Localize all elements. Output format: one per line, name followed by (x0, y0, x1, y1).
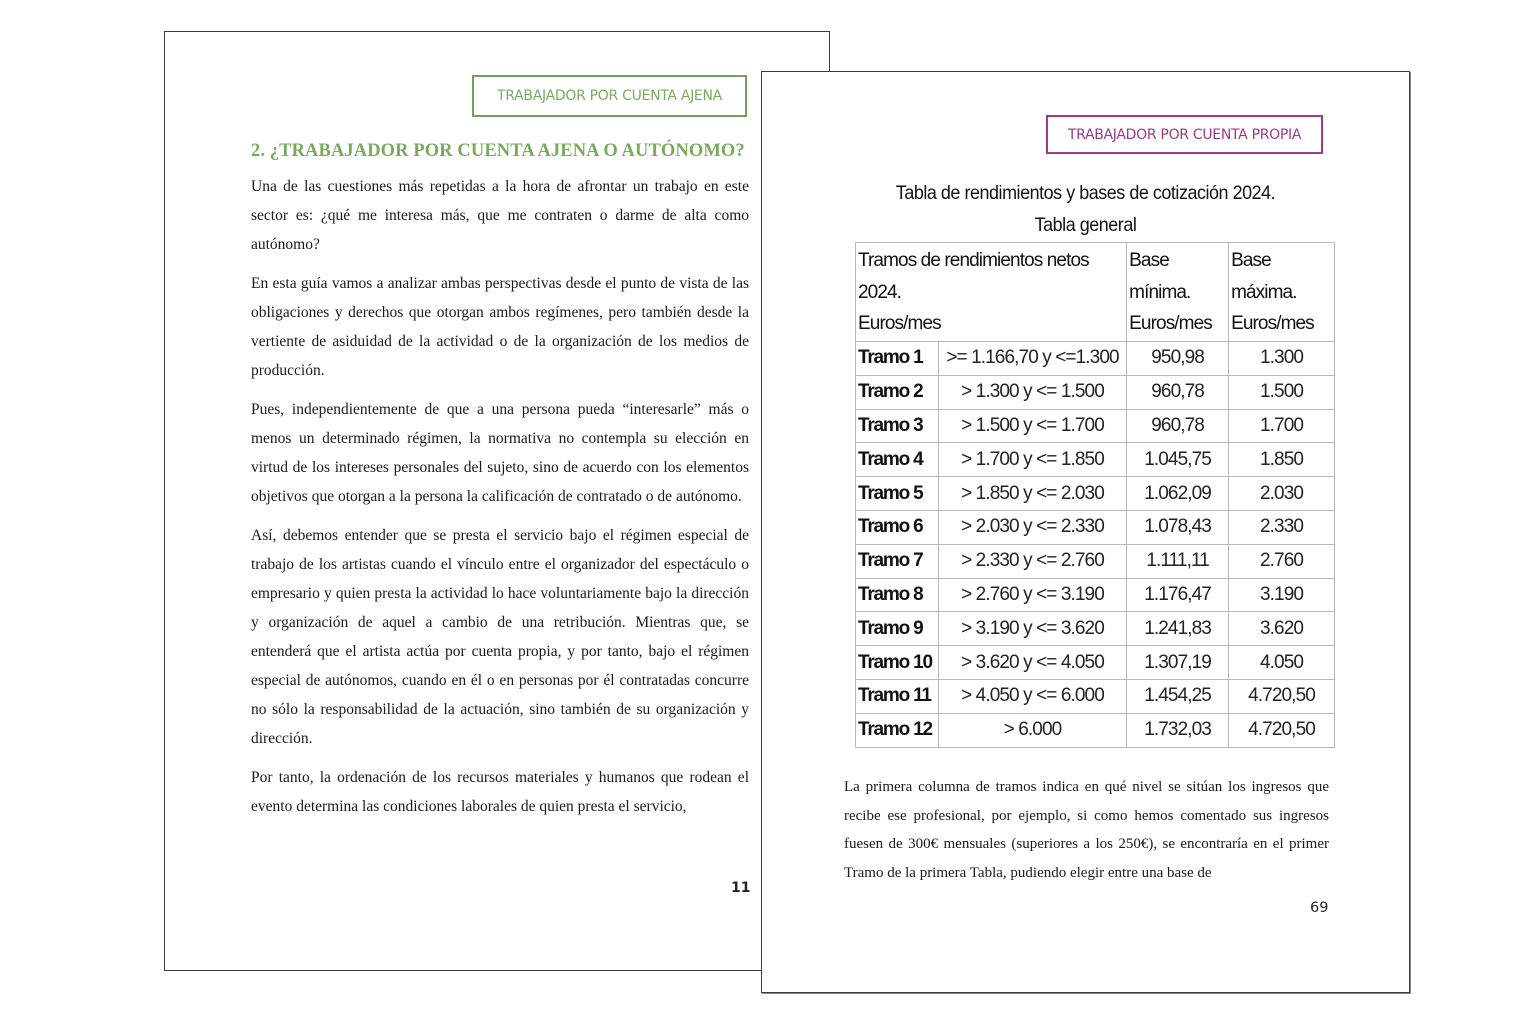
table-row (856, 578, 1335, 612)
cell-base-minima: 1.078,43 (1127, 510, 1229, 544)
cell-rango: > 2.330 y <= 2.760 (938, 544, 1126, 578)
cell-base-minima: 950,98 (1127, 342, 1229, 376)
cell-base-minima: 1.045,75 (1127, 443, 1229, 477)
cell-base-minima: 960,78 (1127, 409, 1229, 443)
cell-base-maxima: 1.300 (1229, 342, 1335, 376)
table-row (856, 443, 1335, 477)
cell-rango: > 2.030 y <= 2.330 (938, 510, 1126, 544)
cell-base-maxima: 2.760 (1229, 544, 1335, 578)
page-number: 11 (731, 880, 751, 896)
cell-rango: > 1.300 y <= 1.500 (938, 375, 1126, 409)
table-row (856, 510, 1335, 544)
header-line: máxima. (1231, 281, 1297, 303)
header-line: Euros/mes (1129, 313, 1212, 334)
body-text-right: La primera columna de tramos indica en qué nivel se sitúan los ingresos que recibe ese profesional, por ejemplo, si como hemos comentado sus ingresos fuesen de 300€ mensuales (superiores a los 250€), se encontraría en el primer Tramo de la primera Tabla, pudiendo elegir entre una base de (844, 779, 1329, 881)
header-line: 2024. (858, 281, 902, 303)
cell-base-maxima: 1.700 (1229, 409, 1335, 443)
cell-tramo: Tramo 3 (856, 409, 939, 443)
cell-rango: > 4.050 y <= 6.000 (938, 679, 1126, 713)
document-page-left (164, 31, 830, 971)
table-title: Tabla de rendimientos y bases de cotización 2024. (895, 182, 1276, 204)
section-heading: 2. ¿TRABAJADOR POR CUENTA AJENA O AUTÓNOMO? (251, 141, 745, 161)
cell-base-minima: 1.111,11 (1127, 544, 1229, 578)
cell-base-maxima: 2.030 (1229, 477, 1335, 511)
table-row (856, 713, 1335, 747)
contribution-table (855, 242, 1335, 748)
cell-tramo: Tramo 11 (856, 679, 939, 713)
cell-rango: > 1.850 y <= 2.030 (938, 477, 1126, 511)
cell-tramo: Tramo 6 (856, 510, 939, 544)
cell-base-minima: 1.454,25 (1127, 679, 1229, 713)
section-label-cuenta-propia: TRABAJADOR POR CUENTA PROPIA (1046, 115, 1323, 154)
cell-base-maxima: 4.720,50 (1229, 713, 1335, 747)
table-row (856, 477, 1335, 511)
cell-tramo: Tramo 5 (856, 477, 939, 511)
header-line: mínima. (1129, 281, 1191, 303)
cell-rango: > 2.760 y <= 3.190 (938, 578, 1126, 612)
cell-base-minima: 1.307,19 (1127, 646, 1229, 680)
page-number: 69 (1310, 900, 1329, 916)
header-base-maxima (1229, 243, 1335, 342)
section-label-cuenta-ajena: TRABAJADOR POR CUENTA AJENA (472, 75, 747, 117)
table-row (856, 646, 1335, 680)
cell-base-maxima: 1.850 (1229, 443, 1335, 477)
cell-tramo: Tramo 4 (856, 443, 939, 477)
table-row (856, 375, 1335, 409)
cell-tramo: Tramo 9 (856, 612, 939, 646)
paragraph: En esta guía vamos a analizar ambas perspectivas desde el punto de vista de las obligaciones y derechos que otorgan ambos regímenes, pero también desde la vertiente de asiduidad de la actividad o de la organización de los medios de producción. (251, 275, 749, 379)
cell-base-minima: 1.176,47 (1127, 578, 1229, 612)
cell-rango: >= 1.166,70 y <=1.300 (938, 342, 1126, 376)
header-line: Base (1129, 250, 1169, 271)
cell-base-maxima: 4.720,50 (1229, 679, 1335, 713)
paragraph: Así, debemos entender que se presta el servicio bajo el régimen especial de trabajo de los artistas cuando el vínculo entre el organizador del espectáculo o empresario y quien presta la actividad lo hace voluntariamente bajo la dirección y organización de aquel a cambio de una retribución. Mientras que, se entenderá que el artista actúa por cuenta propia, y por tanto, bajo el régimen especial de autónomos, cuando en él o en personas por él contratadas concurre no sólo la responsabilidad de la actuación, sino también de su organización y dirección. (251, 527, 749, 747)
table-row (856, 342, 1335, 376)
cell-base-minima: 1.241,83 (1127, 612, 1229, 646)
cell-rango: > 1.500 y <= 1.700 (938, 409, 1126, 443)
paragraph: Pues, independientemente de que a una persona pueda “interesarle” más o menos un determinado régimen, la normativa no contempla su elección en virtud de los intereses personales del sujeto, sino de acuerdo con los elementos objetivos que otorgan a la persona la calificación de contratado o de autónomo. (251, 401, 749, 505)
cell-base-maxima: 3.190 (1229, 578, 1335, 612)
cell-base-minima: 1.732,03 (1127, 713, 1229, 747)
cell-base-minima: 1.062,09 (1127, 477, 1229, 511)
cell-tramo: Tramo 12 (856, 713, 939, 747)
table-row (856, 544, 1335, 578)
paragraph: Por tanto, la ordenación de los recursos materiales y humanos que rodean el evento determina las condiciones laborales de quien presta el servicio, (251, 769, 749, 815)
document-page-right (761, 71, 1410, 993)
cell-base-maxima: 1.500 (1229, 375, 1335, 409)
cell-rango: > 6.000 (938, 713, 1126, 747)
table-header-row (856, 243, 1335, 342)
header-tramos (856, 243, 1127, 342)
body-text-left (251, 172, 749, 831)
header-line: Euros/mes (1231, 313, 1314, 334)
header-base-minima (1127, 243, 1229, 342)
cell-tramo: Tramo 7 (856, 544, 939, 578)
header-line: Euros/mes (858, 313, 941, 334)
cell-base-maxima: 4.050 (1229, 646, 1335, 680)
header-line: Tramos de rendimientos netos (858, 250, 1089, 271)
cell-tramo: Tramo 1 (856, 342, 939, 376)
cell-rango: > 3.190 y <= 3.620 (938, 612, 1126, 646)
cell-tramo: Tramo 2 (856, 375, 939, 409)
cell-base-maxima: 3.620 (1229, 612, 1335, 646)
header-line: Base (1231, 250, 1271, 271)
table-subtitle: Tabla general (1034, 214, 1137, 236)
cell-tramo: Tramo 10 (856, 646, 939, 680)
cell-rango: > 3.620 y <= 4.050 (938, 646, 1126, 680)
table-row (856, 679, 1335, 713)
table-row (856, 612, 1335, 646)
cell-rango: > 1.700 y <= 1.850 (938, 443, 1126, 477)
cell-tramo: Tramo 8 (856, 578, 939, 612)
cell-base-maxima: 2.330 (1229, 510, 1335, 544)
paragraph: Una de las cuestiones más repetidas a la hora de afrontar un trabajo en este sector es: ¿qué me interesa más, que me contraten o darme de alta como autónomo? (251, 178, 749, 253)
cell-base-minima: 960,78 (1127, 375, 1229, 409)
table-row (856, 409, 1335, 443)
